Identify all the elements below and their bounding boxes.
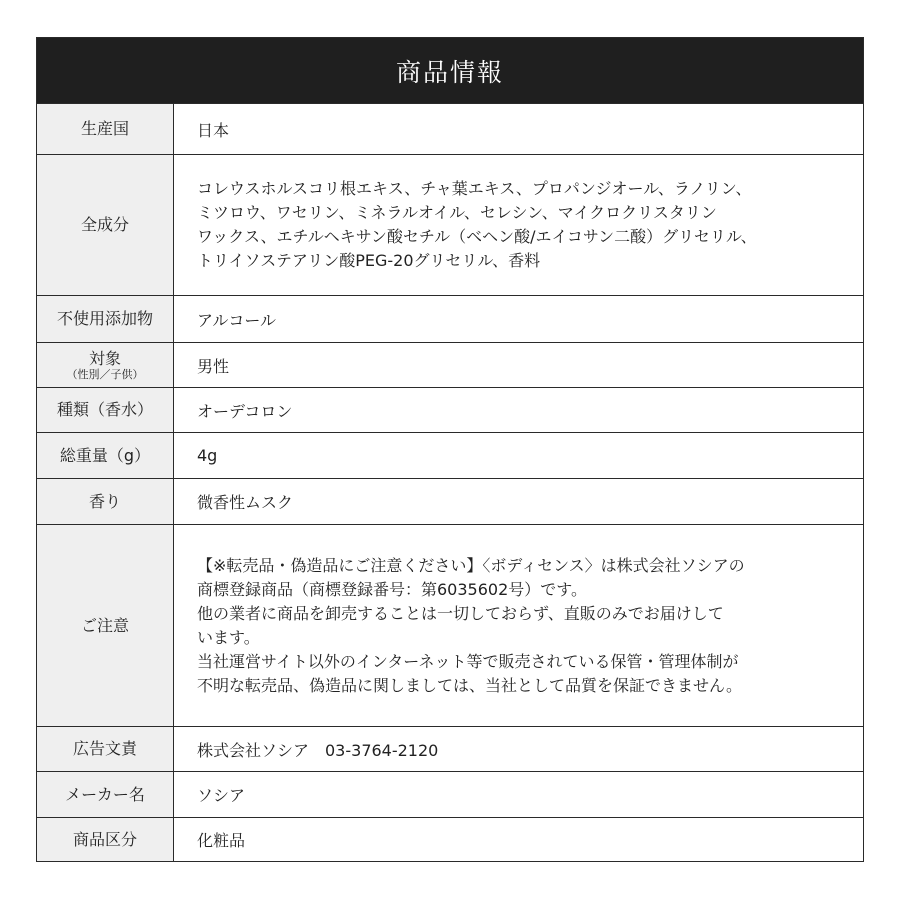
row-scent <box>37 478 863 524</box>
row-value: 微香性ムスク <box>197 493 294 512</box>
product-info-table <box>36 37 864 862</box>
row-label <box>37 296 174 342</box>
row-label-text: メーカー名 <box>65 784 145 804</box>
row-label <box>37 525 174 726</box>
row-label <box>37 433 174 478</box>
row-value: アルコール <box>197 310 277 330</box>
row-value: 株式会社ソシア 03-3764-2120 <box>197 740 439 760</box>
row-label-text: 商品区分 <box>72 829 137 849</box>
caution-line: 商標登録商品（商標登録番号：第6035602号）です。 <box>197 579 587 599</box>
row-label-text: ご注意 <box>80 615 129 635</box>
row-product-category <box>37 817 863 861</box>
row-value: ソシア <box>197 786 246 805</box>
row-value: 4g <box>197 446 218 465</box>
row-label-text: 全成分 <box>80 215 129 234</box>
ingredients-line: コレウスホルスコリ根エキス、チャ葉エキス、プロパンジオール、ラノリン、 <box>197 179 752 198</box>
row-label <box>37 388 174 432</box>
row-label <box>37 727 174 771</box>
row-type <box>37 387 863 432</box>
row-ingredients <box>37 154 863 295</box>
row-caution <box>37 524 863 726</box>
row-label-text: 広告文責 <box>72 739 137 758</box>
row-value: 男性 <box>197 356 230 376</box>
row-label <box>37 772 174 817</box>
caution-line: 他の業者に商品を卸売することは一切しておらず、直販のみでお届けして <box>197 603 724 623</box>
row-label-text: 種類（香水） <box>56 400 153 419</box>
row-target <box>37 342 863 387</box>
row-label-text: 生産国 <box>80 119 129 138</box>
caution-line: 当社運営サイト以外のインターネット等で販売されている保管・管理体制が <box>197 651 739 671</box>
row-label-text: 対象 <box>88 348 121 368</box>
row-additive-free <box>37 295 863 342</box>
row-country-of-origin <box>37 103 863 154</box>
row-value: オーデコロン <box>197 401 293 421</box>
row-value <box>174 525 863 726</box>
row-value: 日本 <box>197 120 230 140</box>
row-label-text: 不使用添加物 <box>56 309 153 328</box>
row-label <box>37 818 174 861</box>
row-total-weight <box>37 432 863 478</box>
row-label <box>37 343 174 387</box>
row-label-text: 総重量（g） <box>59 445 151 465</box>
row-label <box>37 479 174 524</box>
ingredients-line: ミツロウ、ワセリン、ミネラルオイル、セレシン、マイクロクリスタリン <box>197 203 717 222</box>
caution-line: 不明な転売品、偽造品に関しましては、当社として品質を保証できません。 <box>197 675 742 695</box>
ingredients-line: ワックス、エチルヘキサン酸セチル（ベヘン酸/エイコサン二酸）グリセリル、 <box>197 227 757 246</box>
row-manufacturer <box>37 771 863 817</box>
row-label-text: 香り <box>88 491 121 511</box>
row-value: 化粧品 <box>197 831 246 850</box>
row-label <box>37 155 174 295</box>
row-label-subtext: （性別／子供） <box>66 367 144 381</box>
row-advertising-responsibility <box>37 726 863 771</box>
row-label <box>37 104 174 154</box>
table-title: 商品情報 <box>37 38 863 103</box>
caution-line: います。 <box>197 627 260 647</box>
row-value <box>174 155 863 295</box>
caution-line: 【※転売品・偽造品にご注意ください】〈ボディセンス〉は株式会社ソシアの <box>197 555 745 575</box>
ingredients-line: トリイソステアリン酸PEG-20グリセリル、香料 <box>197 251 541 270</box>
